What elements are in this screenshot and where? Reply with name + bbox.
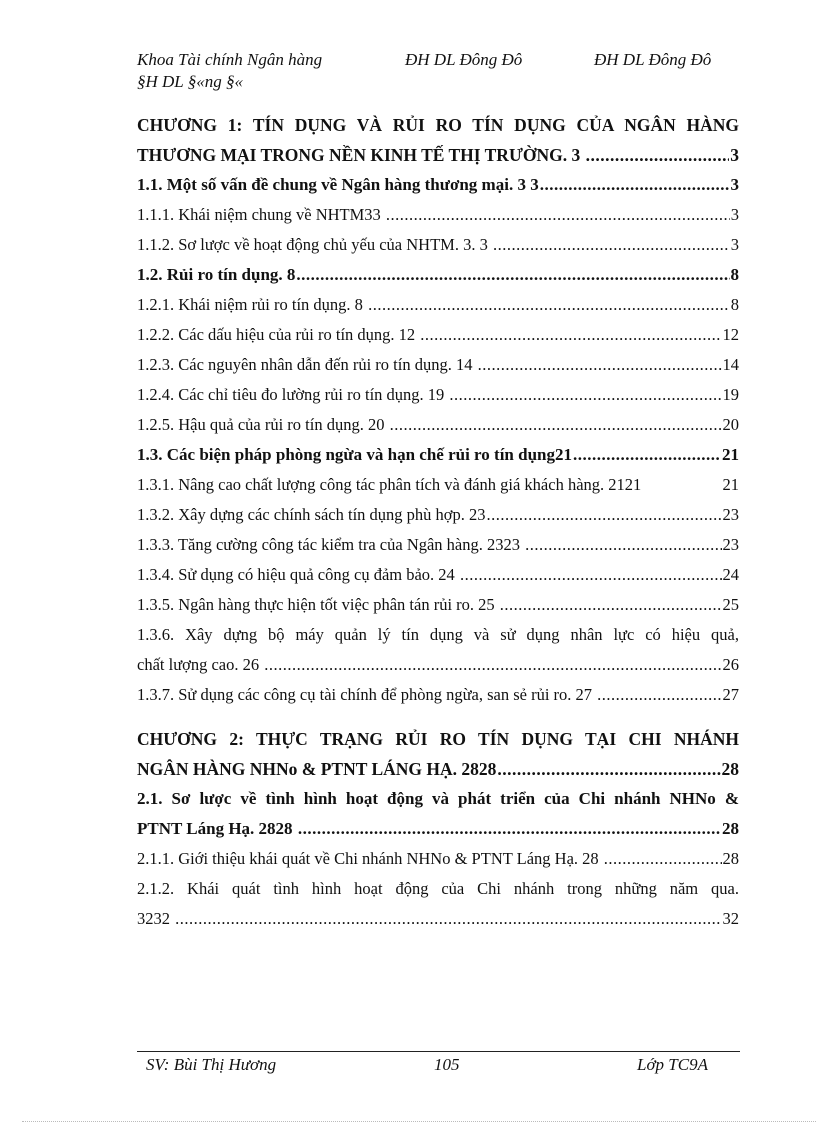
footer-student: SV: Bùi Thị Hương xyxy=(146,1055,277,1074)
toc-entry[interactable] xyxy=(137,380,739,410)
toc-page-number: 23 xyxy=(722,535,739,554)
toc-dot-leader xyxy=(573,440,721,470)
toc-entry-title: THƯƠNG MẠI TRONG NỀN KINH TẾ THỊ TRƯỜNG. 3 xyxy=(137,145,585,165)
footer-page-number: 105 xyxy=(434,1055,460,1074)
toc-entry[interactable] xyxy=(137,350,739,380)
toc-dot-leader xyxy=(460,560,722,590)
toc-page-number: 12 xyxy=(722,325,739,344)
toc-entry[interactable] xyxy=(137,320,739,350)
toc-entry[interactable] xyxy=(137,200,739,230)
toc-page-number: 32 xyxy=(722,909,739,928)
toc-dot-leader xyxy=(175,904,721,934)
toc-dot-leader xyxy=(449,380,721,410)
toc-entry-title-line: CHƯƠNG 1: TÍN DỤNG VÀ RỦI RO TÍN DỤNG CỦA NGÂN HÀNG xyxy=(137,115,739,135)
toc-entry[interactable] xyxy=(137,260,739,290)
table-of-contents xyxy=(137,110,739,934)
toc-entry[interactable] xyxy=(137,470,739,500)
toc-page-number: 26 xyxy=(722,655,739,674)
toc-entry[interactable] xyxy=(137,680,739,710)
toc-page-number: 23 xyxy=(722,505,739,524)
toc-dot-leader xyxy=(604,844,722,874)
toc-entry-title-line: 1.3.6. Xây dựng bộ máy quản lý tín dụng và sử dụng nhân lực có hiệu quả, xyxy=(137,625,739,644)
toc-entry[interactable] xyxy=(137,530,739,560)
toc-entry-title: 1.3. Các biện pháp phòng ngừa và hạn chế rủi ro tín dụng21 xyxy=(137,445,573,464)
toc-entry-title: 1.1.1. Khái niệm chung về NHTM33 xyxy=(137,205,385,224)
toc-page-number: 28 xyxy=(722,849,739,868)
toc-dot-leader xyxy=(586,140,730,170)
toc-entry-title-line: 2.1.2. Khái quát tình hình hoạt động của Chi nhánh trong những năm qua. xyxy=(137,879,739,898)
toc-page-number: 20 xyxy=(722,415,739,434)
toc-entry[interactable] xyxy=(137,290,739,320)
toc-entry-title: PTNT Láng Hạ. 2828 xyxy=(137,819,297,838)
toc-entry[interactable] xyxy=(137,410,739,440)
toc-entry-title: 1.3.4. Sử dụng có hiệu quả công cụ đảm bảo. 24 xyxy=(137,565,459,584)
toc-entry-title: 3232 xyxy=(137,909,175,928)
toc-entry[interactable] xyxy=(137,500,739,530)
toc-entry-title: 1.2.5. Hậu quả của rủi ro tín dụng. 20 xyxy=(137,415,389,434)
toc-entry-title: 1.3.1. Nâng cao chất lượng công tác phân tích và đánh giá khách hàng. 2121 xyxy=(137,475,642,494)
toc-entry[interactable] xyxy=(137,440,739,470)
page-break-divider xyxy=(22,1121,816,1122)
toc-entry-title: 1.3.2. Xây dựng các chính sách tín dụng phù hợp. 23 xyxy=(137,505,486,524)
toc-entry[interactable] xyxy=(137,230,739,260)
toc-dot-leader xyxy=(386,200,730,230)
toc-dot-leader xyxy=(493,230,730,260)
header-university-repeat: ĐH DL Đông Đô xyxy=(594,50,712,69)
toc-entry-title: 1.1.2. Sơ lược về hoạt động chủ yếu của NHTM. 3. 3 xyxy=(137,235,492,254)
toc-page-number: 3 xyxy=(730,175,739,194)
toc-entry[interactable] xyxy=(137,620,739,680)
toc-dot-leader xyxy=(264,650,721,680)
toc-entry-title: chất lượng cao. 26 xyxy=(137,655,264,674)
toc-entry-title-line: 2.1. Sơ lược về tình hình hoạt động và phát triển của Chi nhánh NHNo & xyxy=(137,789,739,808)
header-university: ĐH DL Đông Đô xyxy=(405,50,523,69)
toc-page-number: 25 xyxy=(722,595,739,614)
toc-page-number: 3 xyxy=(730,235,739,254)
header-garbled-text: §H DL §«ng §« xyxy=(137,72,243,91)
toc-entry[interactable] xyxy=(137,590,739,620)
toc-page-number: 3 xyxy=(730,205,739,224)
toc-entry-title: 1.2.4. Các chỉ tiêu đo lường rủi ro tín dụng. 19 xyxy=(137,385,449,404)
toc-entry-title-line: CHƯƠNG 2: THỰC TRẠNG RỦI RO TÍN DỤNG TẠI CHI NHÁNH xyxy=(137,729,739,749)
toc-entry[interactable] xyxy=(137,874,739,934)
toc-entry[interactable] xyxy=(137,724,739,784)
toc-entry-title: NGÂN HÀNG NHNo & PTNT LÁNG HẠ. 2828 xyxy=(137,759,497,779)
toc-dot-leader xyxy=(298,814,721,844)
toc-page-number: 19 xyxy=(722,385,739,404)
toc-dot-leader xyxy=(368,290,730,320)
toc-entry-title: 1.3.5. Ngân hàng thực hiện tốt việc phân tán rủi ro. 25 xyxy=(137,595,499,614)
toc-page-number: 27 xyxy=(722,685,739,704)
toc-page-number: 28 xyxy=(721,759,739,779)
toc-dot-leader xyxy=(500,590,722,620)
toc-page-number: 24 xyxy=(722,565,739,584)
toc-page-number: 21 xyxy=(722,475,739,494)
toc-entry-title: 1.3.3. Tăng cường công tác kiểm tra của Ngân hàng. 2323 xyxy=(137,535,525,554)
toc-entry[interactable] xyxy=(137,560,739,590)
toc-entry[interactable] xyxy=(137,170,739,200)
toc-dot-leader xyxy=(597,680,721,710)
toc-dot-leader xyxy=(497,754,720,784)
toc-entry-title: 1.2.1. Khái niệm rủi ro tín dụng. 8 xyxy=(137,295,368,314)
toc-entry-title: 1.2.3. Các nguyên nhân dẫn đến rủi ro tín dụng. 14 xyxy=(137,355,477,374)
toc-entry-title: 1.3.7. Sử dụng các công cụ tài chính để phòng ngừa, san sẻ rủi ro. 27 xyxy=(137,685,597,704)
toc-entry-title: 1.1. Một số vấn đề chung về Ngân hàng thương mại. 3 3 xyxy=(137,175,539,194)
toc-entry[interactable] xyxy=(137,110,739,170)
toc-page-number: 21 xyxy=(722,445,739,464)
toc-page-number: 8 xyxy=(730,295,739,314)
toc-dot-leader xyxy=(478,350,722,380)
toc-dot-leader xyxy=(525,530,721,560)
footer-divider xyxy=(137,1051,740,1052)
footer-class: Lớp TC9A xyxy=(637,1055,708,1074)
toc-page-number: 28 xyxy=(722,819,739,838)
toc-entry-title: 1.2.2. Các dấu hiệu của rủi ro tín dụng. 12 xyxy=(137,325,420,344)
toc-page-number: 8 xyxy=(730,265,739,284)
toc-dot-leader xyxy=(487,500,722,530)
toc-entry-title: 1.2. Rủi ro tín dụng. 8 xyxy=(137,265,296,284)
header-faculty: Khoa Tài chính Ngân hàng xyxy=(137,50,323,69)
toc-dot-leader xyxy=(540,170,730,200)
toc-entry[interactable] xyxy=(137,844,739,874)
toc-entry-title: 2.1.1. Giới thiệu khái quát về Chi nhánh NHNo & PTNT Láng Hạ. 28 xyxy=(137,849,603,868)
toc-page-number: 3 xyxy=(730,145,739,165)
toc-entry[interactable] xyxy=(137,784,739,844)
toc-page-number: 14 xyxy=(722,355,739,374)
toc-dot-leader xyxy=(296,260,729,290)
toc-dot-leader xyxy=(420,320,721,350)
toc-dot-leader xyxy=(390,410,722,440)
